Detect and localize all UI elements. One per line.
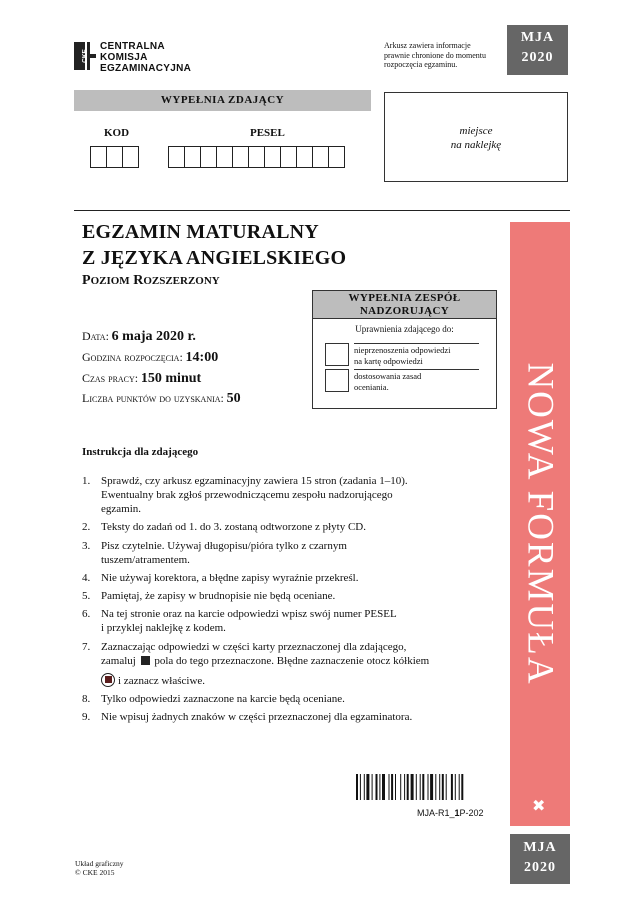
circled-mark-icon <box>101 673 115 687</box>
exam-date <box>82 329 196 345</box>
team-option <box>325 369 479 393</box>
pesel-cell[interactable] <box>184 146 201 168</box>
duration-label: Czas pracy: <box>82 371 139 385</box>
instruction-item: 6. Na tej stronie oraz na karcie odpowiedzi wpisz swój numer PESEL i przyklej naklejkę z kodem. <box>82 608 397 635</box>
logo-mark-text: CKE <box>81 49 89 63</box>
kod-label: KOD <box>104 127 130 139</box>
barcode-code: MJA-R1_1P-202 <box>417 808 484 818</box>
date-label: Data: <box>82 329 109 343</box>
exam-year: 2020 <box>521 50 554 65</box>
points-label: Liczba punktów do uzyskania: <box>82 391 224 405</box>
pesel-cell[interactable] <box>232 146 249 168</box>
exam-year: 2020 <box>524 860 556 875</box>
instruction-item: 2. Teksty do zadań od 1. do 3. zostaną odtworzone z płyty CD. <box>82 521 367 534</box>
exam-start-time <box>82 350 218 366</box>
pesel-cell[interactable] <box>312 146 329 168</box>
exam-points <box>82 391 241 407</box>
instruction-item: 8. Tylko odpowiedzi zaznaczone na karcie będą oceniane. <box>82 693 345 706</box>
instruction-item: 3. Pisz czytelnie. Używaj długopisu/pióra tylko z czarnym tuszem/atramentem. <box>82 539 347 566</box>
team-title: WYPEŁNIA ZESPÓŁ NADZORUJĄCY <box>313 291 496 319</box>
supervising-team-box <box>312 290 497 409</box>
logo-line: KOMISJA <box>100 52 148 63</box>
logo-line: CENTRALNA <box>100 41 165 52</box>
pesel-cell[interactable] <box>200 146 217 168</box>
team-option-label: dostosowania zasad oceniania. <box>354 369 479 393</box>
barcode <box>356 774 495 800</box>
team-option-checkbox[interactable] <box>325 343 349 366</box>
pesel-cell[interactable] <box>328 146 345 168</box>
logo-text <box>100 41 191 74</box>
instruction-item: 9. Nie wpisuj żadnych znaków w części przeznaczonej dla egzaminatora. <box>82 711 413 724</box>
filled-square-icon <box>141 656 150 665</box>
exam-level: POZIOM ROZSZERZONY <box>82 273 220 288</box>
instruction-item: 1. Sprawdź, czy arkusz egzaminacyjny zawiera 15 stron (zadania 1–10). Ewentualny brak zgłoś przewodniczącemu zespołu nadzorującego egzamin. <box>82 475 408 515</box>
duration-value: 150 minut <box>140 371 202 386</box>
start-value: 14:00 <box>185 350 219 365</box>
banner-text: NOWA FORMUŁA <box>519 362 561 686</box>
team-option-label: nieprzenoszenia odpowiedzi na kartę odpowiedzi <box>354 343 479 367</box>
exam-code-badge-bottom <box>510 834 570 884</box>
pesel-field[interactable] <box>168 146 344 168</box>
instruction-item: 7. Zaznaczając odpowiedzi w części karty przeznaczonej dla zdającego, zamaluj pola do tego przeznaczone. Błędne zaznaczenie otocz kółkiem i zaznacz właściwe. <box>82 640 430 687</box>
cross-icon: ✖ <box>532 796 546 815</box>
instruction-item: 5. Pamiętaj, że zapisy w brudnopisie nie będą oceniane. <box>82 590 336 603</box>
pesel-cell[interactable] <box>296 146 313 168</box>
team-option <box>325 343 479 367</box>
exam-code-badge-top <box>507 25 568 75</box>
team-subtitle: Uprawnienia zdającego do: <box>355 324 454 334</box>
cke-logo <box>74 42 96 70</box>
exam-code: MJA <box>520 30 555 45</box>
exam-code: MJA <box>523 840 557 855</box>
instructions-heading: Instrukcja dla zdającego <box>82 446 199 458</box>
points-value: 50 <box>226 391 241 406</box>
pesel-cell[interactable] <box>168 146 185 168</box>
divider <box>74 210 570 211</box>
pesel-cell[interactable] <box>216 146 233 168</box>
candidate-section-title: WYPEŁNIA ZDAJĄCY <box>74 90 371 111</box>
date-value: 6 maja 2020 r. <box>111 329 196 344</box>
pesel-cell[interactable] <box>264 146 281 168</box>
sticker-area: miejsce na naklejkę <box>384 92 568 182</box>
exam-duration <box>82 371 201 387</box>
kod-cell[interactable] <box>106 146 123 168</box>
kod-field[interactable] <box>90 146 138 168</box>
kod-cell[interactable] <box>122 146 139 168</box>
pesel-label: PESEL <box>250 127 285 139</box>
pesel-cell[interactable] <box>280 146 297 168</box>
new-formula-banner <box>510 222 570 826</box>
team-option-checkbox[interactable] <box>325 369 349 392</box>
start-label: Godzina rozpoczęcia: <box>82 350 183 364</box>
protected-info-notice: Arkusz zawiera informacje prawnie chronione do momentu rozpoczęcia egzaminu. <box>384 41 486 69</box>
footer-credit: Układ graficzny © CKE 2015 <box>75 859 124 877</box>
pesel-cell[interactable] <box>248 146 265 168</box>
logo-line: EGZAMINACYJNA <box>100 63 192 74</box>
kod-cell[interactable] <box>90 146 107 168</box>
exam-title: EGZAMIN MATURALNY Z JĘZYKA ANGIELSKIEGO <box>82 221 347 269</box>
instruction-item: 4. Nie używaj korektora, a błędne zapisy wyraźnie przekreśl. <box>82 571 359 584</box>
instructions-list <box>82 474 500 729</box>
